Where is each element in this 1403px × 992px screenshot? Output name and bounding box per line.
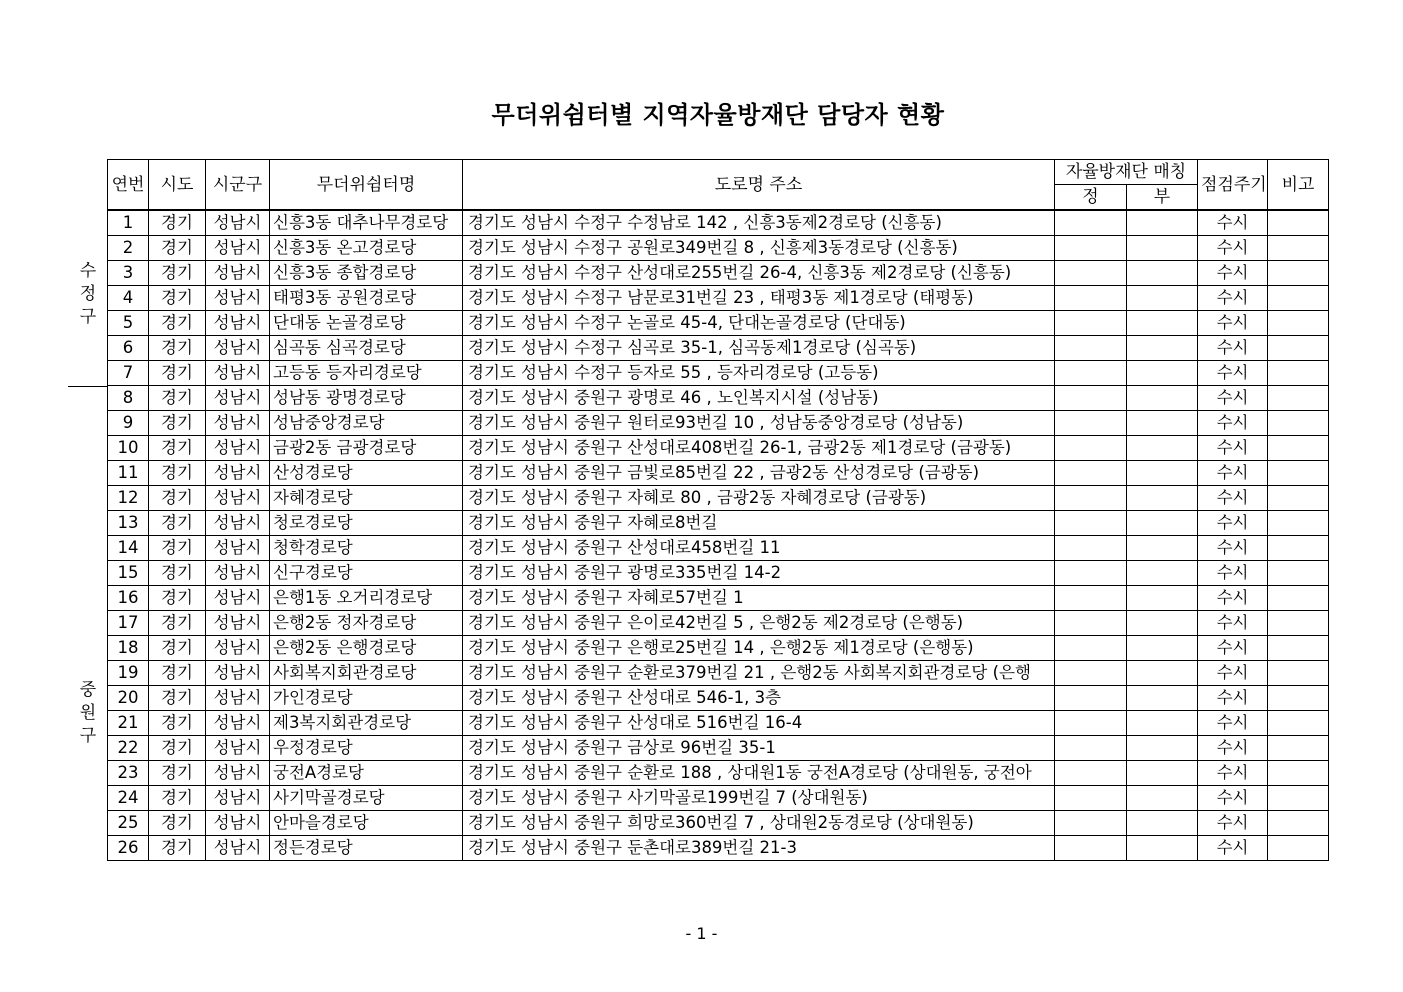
cell-sido: 경기 <box>149 236 206 261</box>
cell-sigungu: 성남시 <box>206 486 270 511</box>
cell-address: 경기도 성남시 중원구 은이로42번길 5 , 은행2동 제2경로당 (은행동) <box>463 611 1055 636</box>
cell-cycle: 수시 <box>1198 811 1268 836</box>
cell-note <box>1268 836 1329 861</box>
cell-secondary <box>1127 461 1198 486</box>
header-matching: 자율방재단 매칭 <box>1055 160 1198 185</box>
cell-cycle: 수시 <box>1198 611 1268 636</box>
cell-shelter: 제3복지회관경로당 <box>270 711 463 736</box>
table-row <box>108 586 1329 611</box>
cell-address: 경기도 성남시 중원구 사기막골로199번길 7 (상대원동) <box>463 786 1055 811</box>
cell-sigungu: 성남시 <box>206 686 270 711</box>
cell-cycle: 수시 <box>1198 436 1268 461</box>
cell-address: 경기도 성남시 중원구 원터로93번길 10 , 성남동중앙경로당 (성남동) <box>463 411 1055 436</box>
cell-sigungu: 성남시 <box>206 336 270 361</box>
cell-cycle: 수시 <box>1198 536 1268 561</box>
table-row <box>108 611 1329 636</box>
cell-cycle: 수시 <box>1198 786 1268 811</box>
cell-sigungu: 성남시 <box>206 661 270 686</box>
cell-sido: 경기 <box>149 461 206 486</box>
cell-shelter: 우정경로당 <box>270 736 463 761</box>
cell-secondary <box>1127 761 1198 786</box>
cell-shelter: 안마을경로당 <box>270 811 463 836</box>
cell-primary <box>1055 761 1127 786</box>
cell-no: 22 <box>108 736 149 761</box>
cell-sigungu: 성남시 <box>206 561 270 586</box>
cell-note <box>1268 436 1329 461</box>
cell-cycle: 수시 <box>1198 386 1268 411</box>
cell-sigungu: 성남시 <box>206 611 270 636</box>
cell-secondary <box>1127 686 1198 711</box>
page-number: - 1 - <box>685 924 718 943</box>
cell-primary <box>1055 236 1127 261</box>
cell-primary <box>1055 411 1127 436</box>
cell-cycle: 수시 <box>1198 661 1268 686</box>
cell-no: 17 <box>108 611 149 636</box>
cell-secondary <box>1127 736 1198 761</box>
table-row <box>108 661 1329 686</box>
table-row <box>108 436 1329 461</box>
cell-secondary <box>1127 311 1198 336</box>
cell-secondary <box>1127 210 1198 236</box>
header-sigungu: 시군구 <box>206 160 270 211</box>
cell-sido: 경기 <box>149 210 206 236</box>
cell-sigungu: 성남시 <box>206 586 270 611</box>
cell-shelter: 성남중앙경로당 <box>270 411 463 436</box>
cell-primary <box>1055 210 1127 236</box>
cell-no: 16 <box>108 586 149 611</box>
cell-cycle: 수시 <box>1198 561 1268 586</box>
cell-primary <box>1055 811 1127 836</box>
cell-shelter: 자혜경로당 <box>270 486 463 511</box>
cell-sido: 경기 <box>149 686 206 711</box>
cell-note <box>1268 536 1329 561</box>
table-row <box>108 336 1329 361</box>
cell-cycle: 수시 <box>1198 210 1268 236</box>
table-row <box>108 386 1329 411</box>
cell-sigungu: 성남시 <box>206 461 270 486</box>
cell-note <box>1268 736 1329 761</box>
cell-note <box>1268 361 1329 386</box>
page-title: 무더위쉼터별 지역자율방재단 담당자 현황 <box>491 101 945 129</box>
cell-note <box>1268 286 1329 311</box>
cell-primary <box>1055 461 1127 486</box>
header-shelter: 무더위쉼터명 <box>270 160 463 211</box>
cell-shelter: 단대동 논골경로당 <box>270 311 463 336</box>
cell-note <box>1268 386 1329 411</box>
cell-no: 24 <box>108 786 149 811</box>
cell-primary <box>1055 436 1127 461</box>
cell-address: 경기도 성남시 중원구 순환로 188 , 상대원1동 궁전A경로당 (상대원동, 궁전아 <box>463 761 1055 786</box>
cell-address: 경기도 성남시 중원구 은행로25번길 14 , 은행2동 제1경로당 (은행동) <box>463 636 1055 661</box>
cell-no: 3 <box>108 261 149 286</box>
district-char: 중 <box>79 680 97 700</box>
cell-sigungu: 성남시 <box>206 210 270 236</box>
cell-primary <box>1055 261 1127 286</box>
cell-shelter: 태평3동 공원경로당 <box>270 286 463 311</box>
cell-cycle: 수시 <box>1198 411 1268 436</box>
table-row <box>108 511 1329 536</box>
table-row <box>108 811 1329 836</box>
cell-no: 8 <box>108 386 149 411</box>
cell-primary <box>1055 286 1127 311</box>
cell-shelter: 청학경로당 <box>270 536 463 561</box>
cell-secondary <box>1127 236 1198 261</box>
cell-secondary <box>1127 536 1198 561</box>
table-row <box>108 636 1329 661</box>
cell-cycle: 수시 <box>1198 761 1268 786</box>
cell-shelter: 정든경로당 <box>270 836 463 861</box>
cell-primary <box>1055 536 1127 561</box>
cell-shelter: 고등동 등자리경로당 <box>270 361 463 386</box>
cell-primary <box>1055 311 1127 336</box>
cell-sigungu: 성남시 <box>206 386 270 411</box>
cell-cycle: 수시 <box>1198 486 1268 511</box>
cell-no: 10 <box>108 436 149 461</box>
cell-primary <box>1055 386 1127 411</box>
cell-secondary <box>1127 436 1198 461</box>
cell-sido: 경기 <box>149 811 206 836</box>
cell-address: 경기도 성남시 중원구 산성대로458번길 11 <box>463 536 1055 561</box>
table-row <box>108 736 1329 761</box>
cell-primary <box>1055 561 1127 586</box>
cell-secondary <box>1127 711 1198 736</box>
cell-sido: 경기 <box>149 436 206 461</box>
header-cycle: 점검주기 <box>1198 160 1268 211</box>
cell-secondary <box>1127 361 1198 386</box>
cell-address: 경기도 성남시 중원구 자혜로 80 , 금광2동 자혜경로당 (금광동) <box>463 486 1055 511</box>
cell-sido: 경기 <box>149 661 206 686</box>
cell-no: 2 <box>108 236 149 261</box>
cell-address: 경기도 성남시 중원구 광명로 46 , 노인복지시설 (성남동) <box>463 386 1055 411</box>
cell-no: 6 <box>108 336 149 361</box>
cell-note <box>1268 761 1329 786</box>
cell-no: 7 <box>108 361 149 386</box>
cell-sido: 경기 <box>149 361 206 386</box>
cell-cycle: 수시 <box>1198 261 1268 286</box>
table-row <box>108 786 1329 811</box>
table-row <box>108 361 1329 386</box>
cell-sido: 경기 <box>149 786 206 811</box>
cell-no: 1 <box>108 210 149 236</box>
cell-address: 경기도 성남시 중원구 자혜로57번길 1 <box>463 586 1055 611</box>
cell-note <box>1268 311 1329 336</box>
cell-no: 13 <box>108 511 149 536</box>
cell-address: 경기도 성남시 중원구 희망로360번길 7 , 상대원2동경로당 (상대원동) <box>463 811 1055 836</box>
cell-shelter: 신흥3동 종합경로당 <box>270 261 463 286</box>
cell-sido: 경기 <box>149 486 206 511</box>
cell-shelter: 신흥3동 대추나무경로당 <box>270 210 463 236</box>
cell-primary <box>1055 836 1127 861</box>
cell-cycle: 수시 <box>1198 586 1268 611</box>
cell-secondary <box>1127 511 1198 536</box>
cell-sido: 경기 <box>149 636 206 661</box>
table-row <box>108 561 1329 586</box>
cell-address: 경기도 성남시 중원구 자혜로8번길 <box>463 511 1055 536</box>
cell-note <box>1268 661 1329 686</box>
cell-sido: 경기 <box>149 511 206 536</box>
table-row <box>108 761 1329 786</box>
cell-sido: 경기 <box>149 736 206 761</box>
cell-secondary <box>1127 661 1198 686</box>
cell-note <box>1268 711 1329 736</box>
cell-shelter: 금광2동 금광경로당 <box>270 436 463 461</box>
cell-cycle: 수시 <box>1198 711 1268 736</box>
cell-no: 20 <box>108 686 149 711</box>
table-row <box>108 536 1329 561</box>
cell-address: 경기도 성남시 중원구 산성대로408번길 26-1, 금광2동 제1경로당 (금광동) <box>463 436 1055 461</box>
cell-no: 23 <box>108 761 149 786</box>
cell-shelter: 사기막골경로당 <box>270 786 463 811</box>
cell-cycle: 수시 <box>1198 236 1268 261</box>
cell-note <box>1268 411 1329 436</box>
cell-no: 4 <box>108 286 149 311</box>
cell-primary <box>1055 786 1127 811</box>
district-char: 구 <box>79 307 97 327</box>
cell-primary <box>1055 486 1127 511</box>
cell-sido: 경기 <box>149 411 206 436</box>
cell-cycle: 수시 <box>1198 511 1268 536</box>
cell-sido: 경기 <box>149 761 206 786</box>
cell-sigungu: 성남시 <box>206 836 270 861</box>
cell-address: 경기도 성남시 중원구 순환로379번길 21 , 은행2동 사회복지회관경로당 (은행 <box>463 661 1055 686</box>
cell-note <box>1268 486 1329 511</box>
table-row <box>108 686 1329 711</box>
cell-address: 경기도 성남시 수정구 공원로349번길 8 , 신흥제3동경로당 (신흥동) <box>463 236 1055 261</box>
cell-note <box>1268 461 1329 486</box>
cell-sigungu: 성남시 <box>206 736 270 761</box>
cell-no: 25 <box>108 811 149 836</box>
cell-address: 경기도 성남시 수정구 등자로 55 , 등자리경로당 (고등동) <box>463 361 1055 386</box>
cell-shelter: 은행2동 정자경로당 <box>270 611 463 636</box>
cell-sido: 경기 <box>149 711 206 736</box>
cell-primary <box>1055 736 1127 761</box>
cell-sigungu: 성남시 <box>206 411 270 436</box>
cell-secondary <box>1127 561 1198 586</box>
cell-shelter: 은행1동 오거리경로당 <box>270 586 463 611</box>
cell-secondary <box>1127 811 1198 836</box>
cell-no: 15 <box>108 561 149 586</box>
cell-no: 9 <box>108 411 149 436</box>
table-row <box>108 711 1329 736</box>
cell-sigungu: 성남시 <box>206 311 270 336</box>
table-row <box>108 210 1329 236</box>
cell-sido: 경기 <box>149 611 206 636</box>
cell-cycle: 수시 <box>1198 286 1268 311</box>
cell-note <box>1268 686 1329 711</box>
cell-primary <box>1055 586 1127 611</box>
table-row <box>108 486 1329 511</box>
cell-address: 경기도 성남시 중원구 금빛로85번길 22 , 금광2동 산성경로당 (금광동) <box>463 461 1055 486</box>
cell-primary <box>1055 611 1127 636</box>
cell-secondary <box>1127 786 1198 811</box>
table-row <box>108 261 1329 286</box>
cell-sido: 경기 <box>149 386 206 411</box>
cell-primary <box>1055 361 1127 386</box>
cell-cycle: 수시 <box>1198 836 1268 861</box>
cell-no: 5 <box>108 311 149 336</box>
cell-sigungu: 성남시 <box>206 636 270 661</box>
cell-no: 14 <box>108 536 149 561</box>
cell-sigungu: 성남시 <box>206 261 270 286</box>
cell-shelter: 성남동 광명경로당 <box>270 386 463 411</box>
district-char: 정 <box>79 284 97 304</box>
cell-shelter: 신구경로당 <box>270 561 463 586</box>
district-label-sujeong <box>70 260 106 329</box>
cell-note <box>1268 236 1329 261</box>
cell-shelter: 산성경로당 <box>270 461 463 486</box>
cell-secondary <box>1127 336 1198 361</box>
cell-cycle: 수시 <box>1198 461 1268 486</box>
table-header <box>108 160 1329 211</box>
cell-address: 경기도 성남시 중원구 광명로335번길 14-2 <box>463 561 1055 586</box>
cell-note <box>1268 336 1329 361</box>
cell-shelter: 가인경로당 <box>270 686 463 711</box>
cell-sido: 경기 <box>149 261 206 286</box>
cell-sido: 경기 <box>149 286 206 311</box>
table-row <box>108 236 1329 261</box>
cell-address: 경기도 성남시 중원구 산성대로 546-1, 3층 <box>463 686 1055 711</box>
cell-sigungu: 성남시 <box>206 436 270 461</box>
cell-note <box>1268 611 1329 636</box>
cell-sigungu: 성남시 <box>206 811 270 836</box>
cell-sido: 경기 <box>149 586 206 611</box>
cell-sigungu: 성남시 <box>206 711 270 736</box>
cell-shelter: 청로경로당 <box>270 511 463 536</box>
cell-address: 경기도 성남시 중원구 산성대로 516번길 16-4 <box>463 711 1055 736</box>
cell-address: 경기도 성남시 수정구 산성대로255번길 26-4, 신흥3동 제2경로당 (신흥동) <box>463 261 1055 286</box>
cell-primary <box>1055 686 1127 711</box>
cell-no: 18 <box>108 636 149 661</box>
header-no: 연번 <box>108 160 149 211</box>
cell-note <box>1268 786 1329 811</box>
district-char: 원 <box>79 703 97 723</box>
cell-note <box>1268 511 1329 536</box>
cell-secondary <box>1127 411 1198 436</box>
cell-cycle: 수시 <box>1198 336 1268 361</box>
cell-address: 경기도 성남시 수정구 수정남로 142 , 신흥3동제2경로당 (신흥동) <box>463 210 1055 236</box>
cell-secondary <box>1127 636 1198 661</box>
cell-secondary <box>1127 261 1198 286</box>
district-char: 수 <box>79 261 97 281</box>
cell-secondary <box>1127 836 1198 861</box>
header-address: 도로명 주소 <box>463 160 1055 211</box>
cell-secondary <box>1127 611 1198 636</box>
cell-sido: 경기 <box>149 561 206 586</box>
table-row <box>108 411 1329 436</box>
cell-sido: 경기 <box>149 336 206 361</box>
cell-cycle: 수시 <box>1198 311 1268 336</box>
cell-cycle: 수시 <box>1198 361 1268 386</box>
header-sido: 시도 <box>149 160 206 211</box>
cell-sido: 경기 <box>149 536 206 561</box>
table-row <box>108 286 1329 311</box>
cell-cycle: 수시 <box>1198 686 1268 711</box>
cell-primary <box>1055 511 1127 536</box>
cell-sigungu: 성남시 <box>206 511 270 536</box>
cell-sigungu: 성남시 <box>206 236 270 261</box>
table-row <box>108 461 1329 486</box>
cell-no: 19 <box>108 661 149 686</box>
cell-sigungu: 성남시 <box>206 536 270 561</box>
cell-note <box>1268 811 1329 836</box>
table-body <box>108 210 1329 861</box>
cell-secondary <box>1127 586 1198 611</box>
header-primary: 정 <box>1055 185 1127 211</box>
cell-address: 경기도 성남시 수정구 논골로 45-4, 단대논골경로당 (단대동) <box>463 311 1055 336</box>
cell-sigungu: 성남시 <box>206 361 270 386</box>
cell-no: 26 <box>108 836 149 861</box>
cell-cycle: 수시 <box>1198 636 1268 661</box>
district-label-jungwon <box>70 679 106 748</box>
cell-sido: 경기 <box>149 311 206 336</box>
cell-primary <box>1055 636 1127 661</box>
cell-note <box>1268 210 1329 236</box>
cell-shelter: 사회복지회관경로당 <box>270 661 463 686</box>
cell-shelter: 은행2동 은행경로당 <box>270 636 463 661</box>
cell-secondary <box>1127 486 1198 511</box>
cell-address: 경기도 성남시 수정구 남문로31번길 23 , 태평3동 제1경로당 (태평동) <box>463 286 1055 311</box>
cell-secondary <box>1127 386 1198 411</box>
cell-no: 11 <box>108 461 149 486</box>
cell-note <box>1268 561 1329 586</box>
cell-shelter: 신흥3동 온고경로당 <box>270 236 463 261</box>
cell-shelter: 심곡동 심곡경로당 <box>270 336 463 361</box>
cell-primary <box>1055 661 1127 686</box>
header-secondary: 부 <box>1127 185 1198 211</box>
cell-sido: 경기 <box>149 836 206 861</box>
district-char: 구 <box>79 726 97 746</box>
cell-address: 경기도 성남시 수정구 심곡로 35-1, 심곡동제1경로당 (심곡동) <box>463 336 1055 361</box>
cell-address: 경기도 성남시 중원구 둔촌대로389번길 21-3 <box>463 836 1055 861</box>
cell-cycle: 수시 <box>1198 736 1268 761</box>
cell-no: 21 <box>108 711 149 736</box>
table-row <box>108 311 1329 336</box>
table-row <box>108 836 1329 861</box>
cell-sigungu: 성남시 <box>206 286 270 311</box>
cell-sigungu: 성남시 <box>206 761 270 786</box>
cell-note <box>1268 636 1329 661</box>
cell-note <box>1268 261 1329 286</box>
district-divider <box>68 386 108 387</box>
cell-no: 12 <box>108 486 149 511</box>
cell-primary <box>1055 711 1127 736</box>
cell-secondary <box>1127 286 1198 311</box>
cell-address: 경기도 성남시 중원구 금상로 96번길 35-1 <box>463 736 1055 761</box>
cell-sigungu: 성남시 <box>206 786 270 811</box>
header-note: 비고 <box>1268 160 1329 211</box>
cell-shelter: 궁전A경로당 <box>270 761 463 786</box>
cell-note <box>1268 586 1329 611</box>
cell-primary <box>1055 336 1127 361</box>
shelter-table <box>107 159 1329 861</box>
